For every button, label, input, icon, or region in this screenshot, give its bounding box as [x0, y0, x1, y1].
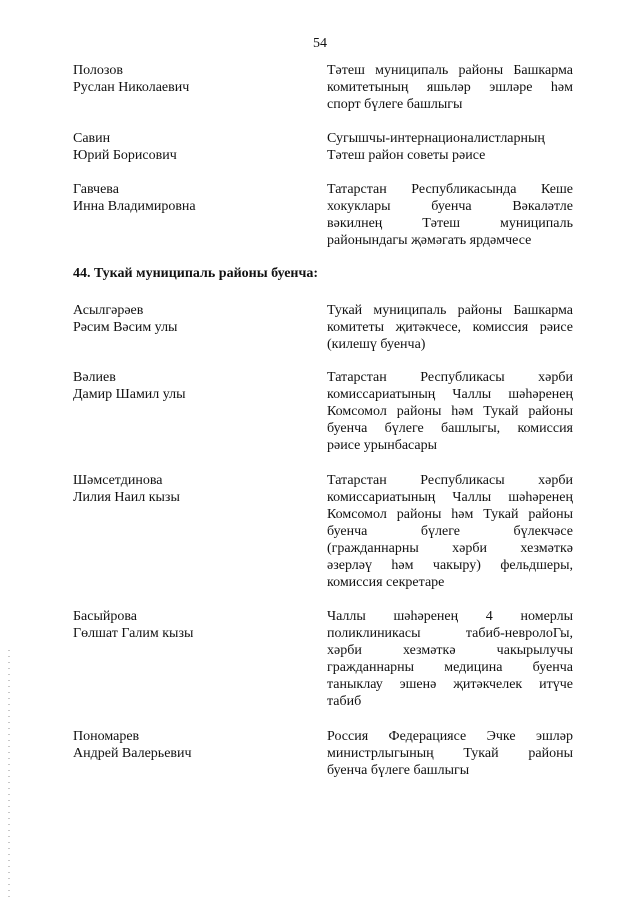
surname: Вәлиев — [73, 370, 116, 385]
role-line: буенча бүлеге башлыгы — [327, 763, 470, 778]
given-names: Андрей Валерьевич — [73, 746, 192, 761]
member-name — [73, 472, 303, 506]
given-names: Руслан Николаевич — [73, 80, 190, 95]
given-names: Гөлшат Галим кызы — [73, 626, 194, 641]
role-line: Тәтеш район советы рәисе — [327, 148, 486, 163]
member-role — [327, 62, 573, 113]
member-role — [327, 608, 573, 710]
role-line: Комсомол районы һәм Тукай районы — [327, 404, 573, 419]
member-role — [327, 181, 573, 249]
section-heading: 44. Тукай муниципаль районы буенча: — [73, 266, 319, 281]
member-name — [73, 369, 303, 403]
role-line: (гражданнарны хәрби хезмәткә — [327, 541, 573, 556]
role-line: министрлыгының Тукай районы — [327, 746, 573, 761]
role-line: Тәтеш муниципаль районы Башкарма — [327, 63, 573, 78]
role-line: буенча бүлеге бүлекчәсе — [327, 524, 573, 539]
given-names: Инна Владимировна — [73, 199, 196, 214]
given-names: Дамир Шамил улы — [73, 387, 186, 402]
surname: Басыйрова — [73, 609, 138, 624]
role-line: гражданнарны медицина буенча — [327, 660, 573, 675]
role-line: Татарстан Республикасында Кеше — [327, 182, 573, 197]
role-line: Россия Федерациясе Эчке эшләр — [327, 729, 573, 744]
given-names: Рәсим Вәсим улы — [73, 320, 178, 335]
scan-margin-marks — [8, 650, 10, 900]
role-line: комиссариатының Чаллы шәһәренең — [327, 490, 573, 505]
role-line: поликлиникасы табиб-невролоГы, — [327, 626, 573, 641]
member-role — [327, 728, 573, 779]
member-name — [73, 130, 303, 164]
member-name — [73, 728, 303, 762]
role-line: таныклау эшенә җитәкчелек итүче — [327, 677, 573, 692]
role-line: спорт бүлеге башлыгы — [327, 97, 463, 112]
role-line: Татарстан Республикасы хәрби — [327, 370, 573, 385]
role-line: табиб — [327, 694, 362, 709]
surname: Полозов — [73, 63, 123, 78]
role-line: комиссия секретаре — [327, 575, 445, 590]
member-role — [327, 130, 573, 164]
role-line: буенча бүлеге башлыгы, комиссия — [327, 421, 573, 436]
role-line: Чаллы шәһәренең 4 номерлы — [327, 609, 573, 624]
given-names: Юрий Борисович — [73, 148, 177, 163]
role-line: хәрби хезмәткә чакырылучы — [327, 643, 573, 658]
member-name — [73, 62, 303, 96]
role-line: комитеты җитәкчесе, комиссия рәисе — [327, 320, 573, 335]
role-line: вәкилнең Тәтеш муниципаль — [327, 216, 573, 231]
role-line: рәисе урынбасары — [327, 438, 438, 453]
role-line: Комсомол районы һәм Тукай районы — [327, 507, 573, 522]
role-line: (килешү буенча) — [327, 337, 426, 352]
member-name — [73, 608, 303, 642]
role-line: комиссариатының Чаллы шәһәренең — [327, 387, 573, 402]
surname: Пономарев — [73, 729, 140, 744]
surname: Гавчева — [73, 182, 119, 197]
role-line: әзерләү һәм чакыру) фельдшеры, — [327, 558, 573, 573]
role-line: хокуклары буенча Вәкаләтле — [327, 199, 573, 214]
page-number: 54 — [313, 36, 327, 51]
role-line: Сугышчы-интернационалистларның — [327, 131, 545, 146]
member-role — [327, 302, 573, 353]
role-line: комитетының яшьләр эшләре һәм — [327, 80, 573, 95]
role-line: районындагы җәмәгать ярдәмчесе — [327, 233, 532, 248]
member-role — [327, 369, 573, 454]
role-line: Тукай муниципаль районы Башкарма — [327, 303, 573, 318]
surname: Савин — [73, 131, 111, 146]
surname: Шәмсетдинова — [73, 473, 163, 488]
role-line: Татарстан Республикасы хәрби — [327, 473, 573, 488]
given-names: Лилия Наил кызы — [73, 490, 180, 505]
surname: Асылгәрәев — [73, 303, 144, 318]
member-name — [73, 302, 303, 336]
member-role — [327, 472, 573, 591]
member-name — [73, 181, 303, 215]
